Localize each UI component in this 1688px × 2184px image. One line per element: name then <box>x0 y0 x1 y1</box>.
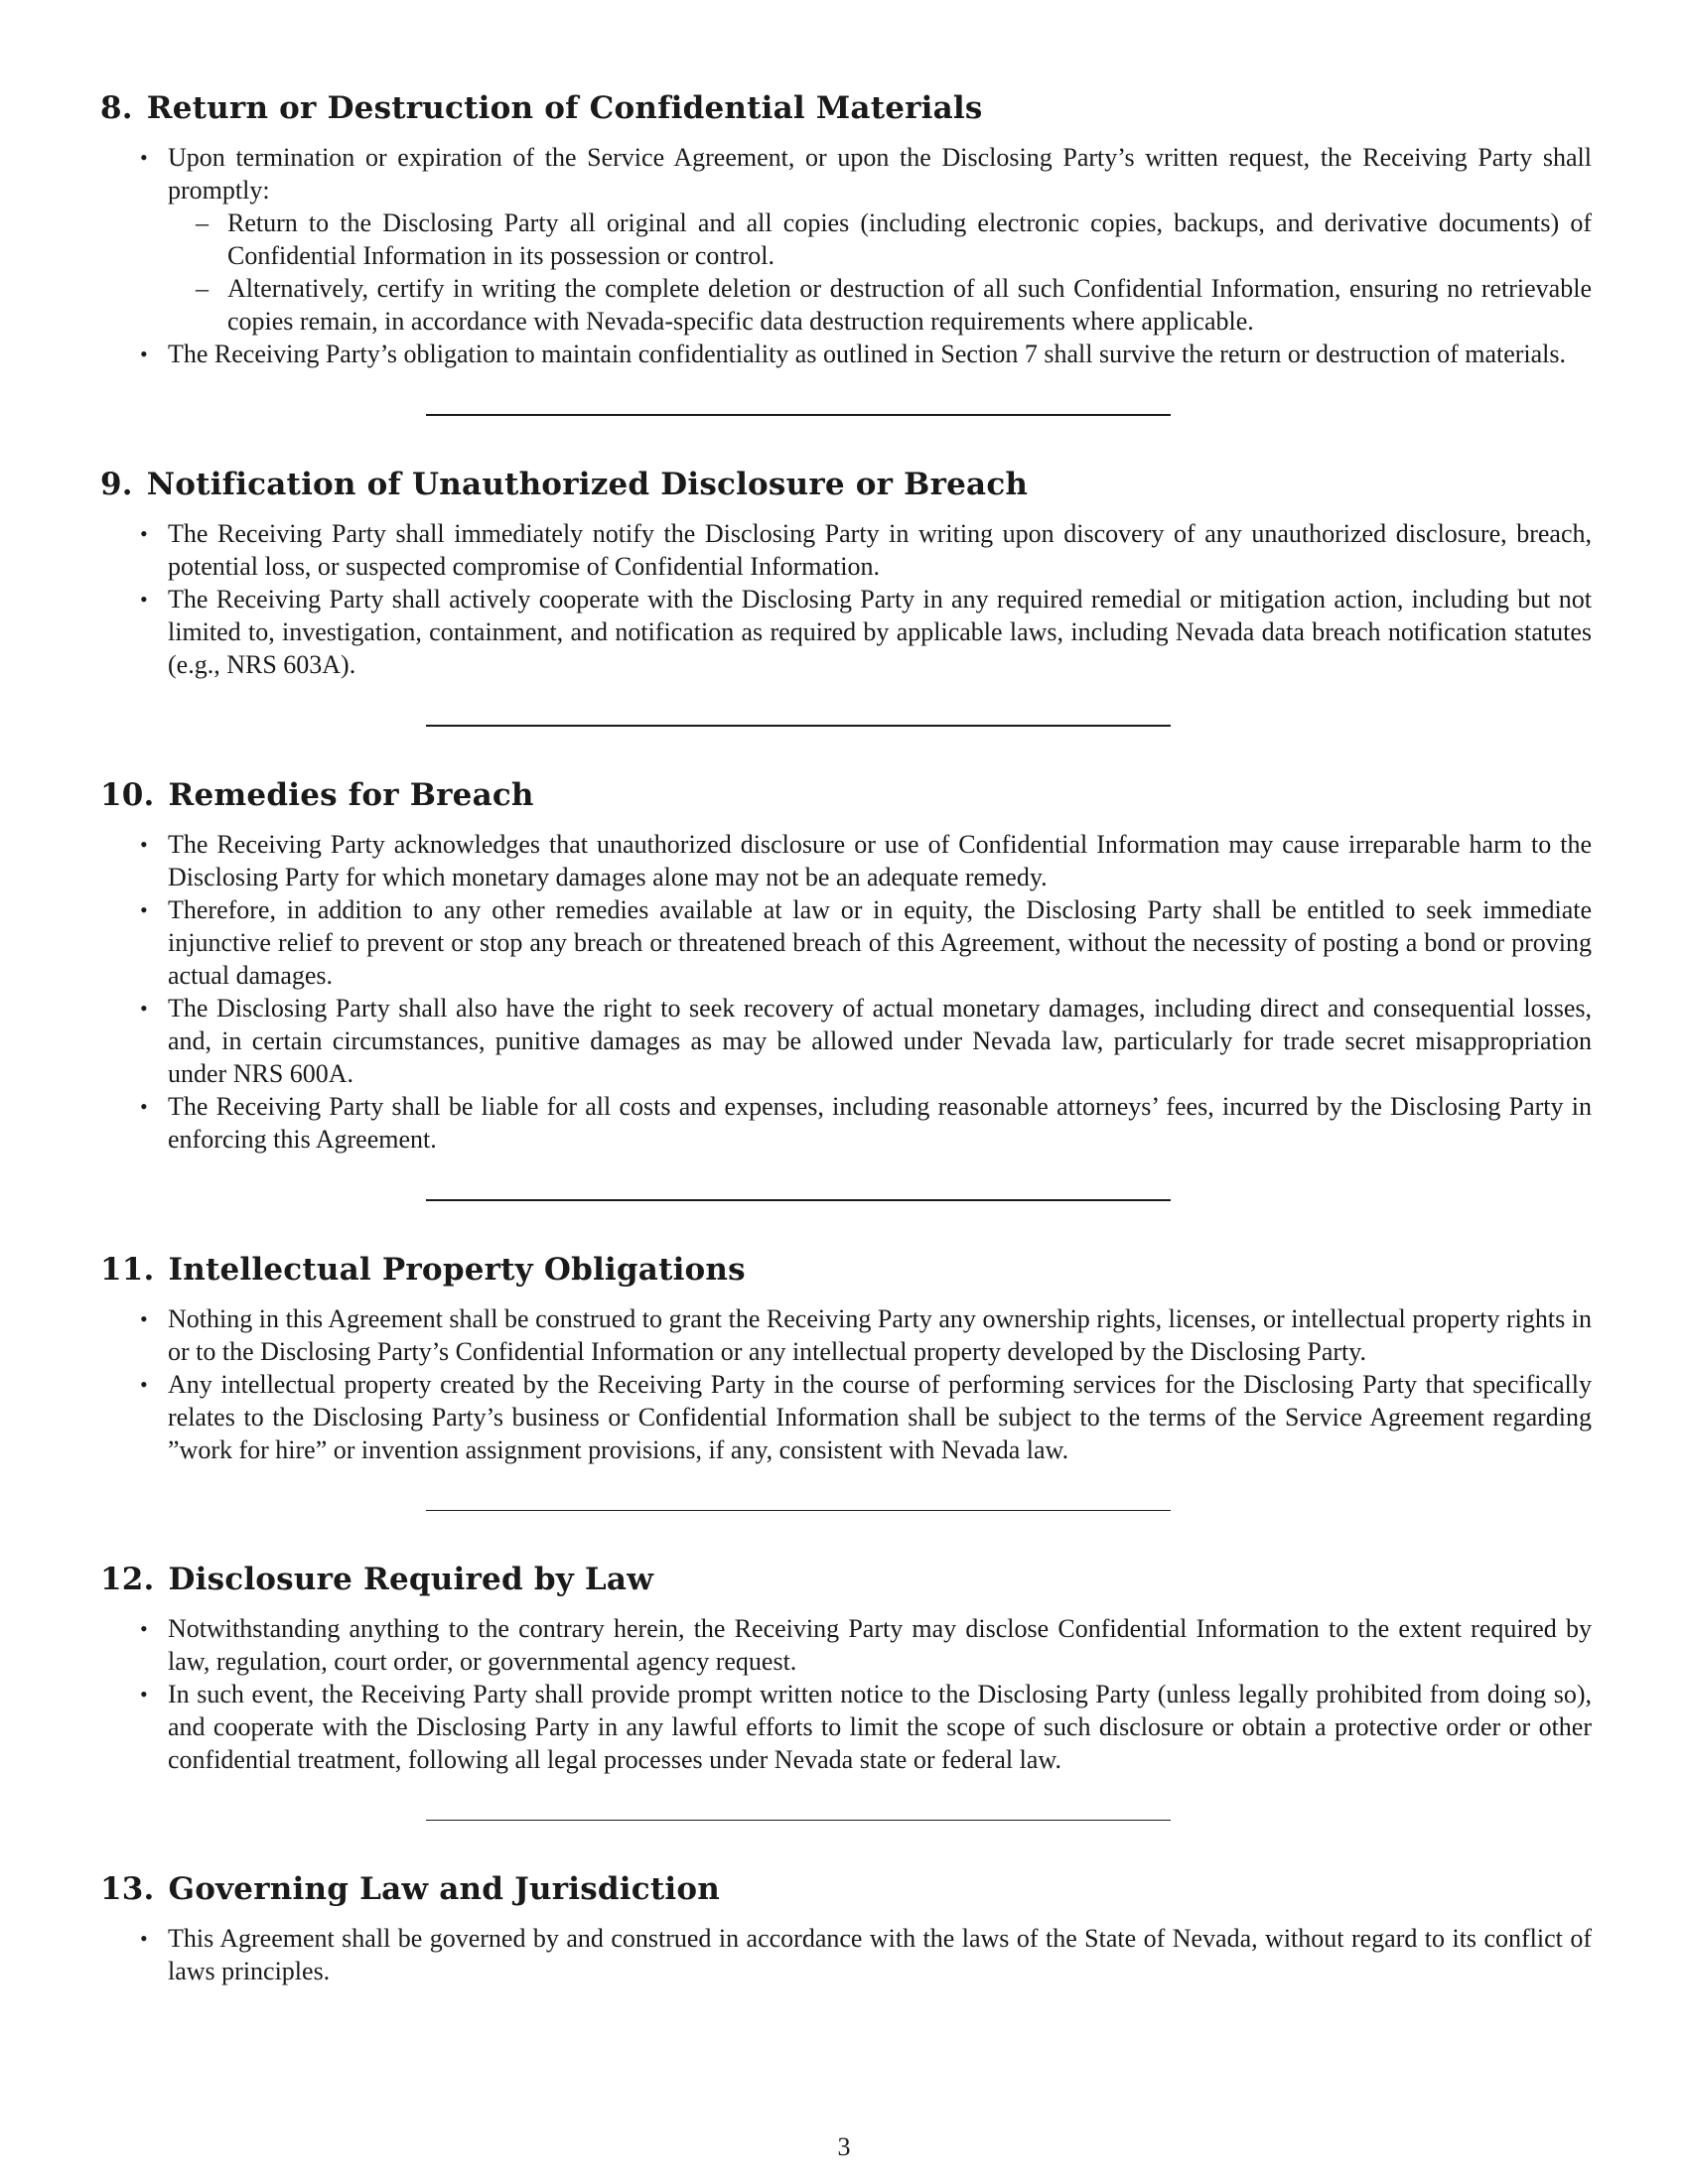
bullet-icon: • <box>140 341 148 366</box>
section-title: Remedies for Breach <box>168 777 534 813</box>
list-item-text: Any intellectual property created by the Receiving Party in the course of performing services for the Disclosing Party that specifically relates to the Disclosing Party’s business or Confidential Information shall be subject to the terms of the Service Agreement regarding ”work for hire” or invention assignment provisions, if any, consistent with Nevada law. <box>168 1370 1592 1464</box>
bullet-icon: • <box>140 1926 148 1951</box>
list-item-text: The Receiving Party shall actively cooperate with the Disclosing Party in any required remedial or mitigation action, including but not limited to, investigation, containment, and notification as required by applicable laws, including Nevada data breach notification statutes (e.g., NRS 603A). <box>168 585 1592 679</box>
list-item-text: The Receiving Party shall be liable for all costs and expenses, including reasonable attorneys’ fees, incurred by the Disclosing Party in enforcing this Agreement. <box>168 1092 1592 1154</box>
bullet-icon: • <box>140 521 148 546</box>
bullet-icon: • <box>140 832 148 857</box>
section-11 <box>100 1251 1592 1466</box>
bullet-list <box>100 828 1592 1156</box>
section-number: 9. <box>100 467 133 502</box>
bullet-icon: • <box>140 1094 148 1119</box>
list-item-text: Therefore, in addition to any other remedies available at law or in equity, the Disclosing Party shall be entitled to seek immediate injunctive relief to prevent or stop any breach or threatened breach of this Agreement, without the necessity of posting a bond or proving actual damages. <box>168 895 1592 990</box>
section-title: Return or Destruction of Confidential Materials <box>146 90 983 126</box>
section-title: Governing Law and Jurisdiction <box>168 1871 720 1907</box>
bullet-icon: • <box>140 1306 148 1331</box>
sub-list-item-text: Alternatively, certify in writing the complete deletion or destruction of all such Confidential Information, ensuring no retrievable copies remain, in accordance with Nevada-specific data destruction requirements where applicable. <box>227 274 1592 336</box>
list-item-text: Notwithstanding anything to the contrary herein, the Receiving Party may disclose Confidential Information to the extent required by law, regulation, court order, or governmental agency request. <box>168 1614 1592 1676</box>
sub-list-item <box>168 206 1592 272</box>
section-title: Disclosure Required by Law <box>168 1562 654 1597</box>
section-13 <box>100 1870 1592 1987</box>
bullet-list <box>100 1922 1592 1987</box>
bullet-icon: • <box>140 1372 148 1397</box>
list-item <box>100 893 1592 992</box>
section-heading <box>100 776 1592 814</box>
section-number: 10. <box>100 777 155 813</box>
list-item <box>100 1922 1592 1987</box>
list-item <box>100 1612 1592 1678</box>
list-item-text: Nothing in this Agreement shall be construed to grant the Receiving Party any ownership rights, licenses, or intellectual property rights in or to the Disclosing Party’s Confidential Information or any intellectual property developed by the Disclosing Party. <box>168 1304 1592 1366</box>
section-heading <box>100 89 1592 127</box>
list-item <box>100 517 1592 583</box>
section-heading <box>100 1870 1592 1908</box>
list-item-text: The Receiving Party’s obligation to maintain confidentiality as outlined in Section 7 shall survive the return or destruction of materials. <box>168 340 1567 368</box>
section-12 <box>100 1561 1592 1776</box>
section-heading <box>100 1251 1592 1289</box>
list-item <box>100 828 1592 893</box>
section-10 <box>100 776 1592 1156</box>
list-item <box>100 1368 1592 1466</box>
list-item-text: This Agreement shall be governed by and construed in accordance with the laws of the State of Nevada, without regard to its conflict of laws principles. <box>168 1924 1592 1985</box>
sub-list-item <box>168 272 1592 338</box>
dash-icon: – <box>196 274 209 303</box>
bullet-icon: • <box>140 587 148 612</box>
list-item-text: The Disclosing Party shall also have the right to seek recovery of actual monetary damages, including direct and consequential losses, and, in certain circumstances, punitive damages as may be allowed under Nevada law, particularly for trade secret misappropriation under NRS 600A. <box>168 994 1592 1088</box>
bullet-icon: • <box>140 145 148 170</box>
bullet-icon: • <box>140 996 148 1021</box>
section-title: Notification of Unauthorized Disclosure or Breach <box>146 467 1029 502</box>
list-item-text: In such event, the Receiving Party shall provide prompt written notice to the Disclosing Party (unless legally prohibited from doing so), and cooperate with the Disclosing Party in any lawful efforts to limit the scope of such disclosure or obtain a protective order or other confidential treatment, following all legal processes under Nevada state or federal law. <box>168 1680 1592 1774</box>
section-title: Intellectual Property Obligations <box>168 1252 746 1288</box>
dash-icon: – <box>196 208 209 237</box>
sub-list-item-text: Return to the Disclosing Party all original and all copies (including electronic copies, backups, and derivative documents) of Confidential Information in its possession or control. <box>227 208 1592 270</box>
list-item-text: Upon termination or expiration of the Service Agreement, or upon the Disclosing Party’s written request, the Receiving Party shall promptly: <box>168 143 1592 205</box>
list-item <box>100 338 1592 370</box>
section-divider <box>426 725 1171 727</box>
section-heading <box>100 1561 1592 1598</box>
document-page <box>100 89 1592 1987</box>
bullet-list <box>100 1612 1592 1776</box>
section-8 <box>100 89 1592 370</box>
section-heading <box>100 466 1592 503</box>
list-item <box>100 583 1592 681</box>
sub-list <box>168 206 1592 338</box>
page-number: 3 <box>837 2132 851 2161</box>
bullet-list <box>100 141 1592 370</box>
list-item <box>100 1302 1592 1368</box>
section-divider <box>426 1199 1171 1201</box>
section-number: 8. <box>100 90 133 126</box>
section-number: 13. <box>100 1871 155 1907</box>
list-item-text: The Receiving Party acknowledges that unauthorized disclosure or use of Confidential Information may cause irreparable harm to the Disclosing Party for which monetary damages alone may not be an adequate remedy. <box>168 830 1592 891</box>
section-number: 12. <box>100 1562 155 1597</box>
bullet-list <box>100 517 1592 681</box>
bullet-icon: • <box>140 1682 148 1706</box>
section-divider <box>426 414 1171 416</box>
section-divider <box>426 1510 1171 1511</box>
section-9 <box>100 466 1592 681</box>
list-item <box>100 1678 1592 1776</box>
list-item <box>100 992 1592 1090</box>
bullet-icon: • <box>140 1616 148 1641</box>
bullet-list <box>100 1302 1592 1466</box>
list-item <box>100 1090 1592 1156</box>
list-item <box>100 141 1592 338</box>
section-divider <box>426 1820 1171 1821</box>
list-item-text: The Receiving Party shall immediately notify the Disclosing Party in writing upon discovery of any unauthorized disclosure, breach, potential loss, or suspected compromise of Confidential Information. <box>168 519 1592 581</box>
section-number: 11. <box>100 1252 155 1288</box>
bullet-icon: • <box>140 897 148 922</box>
